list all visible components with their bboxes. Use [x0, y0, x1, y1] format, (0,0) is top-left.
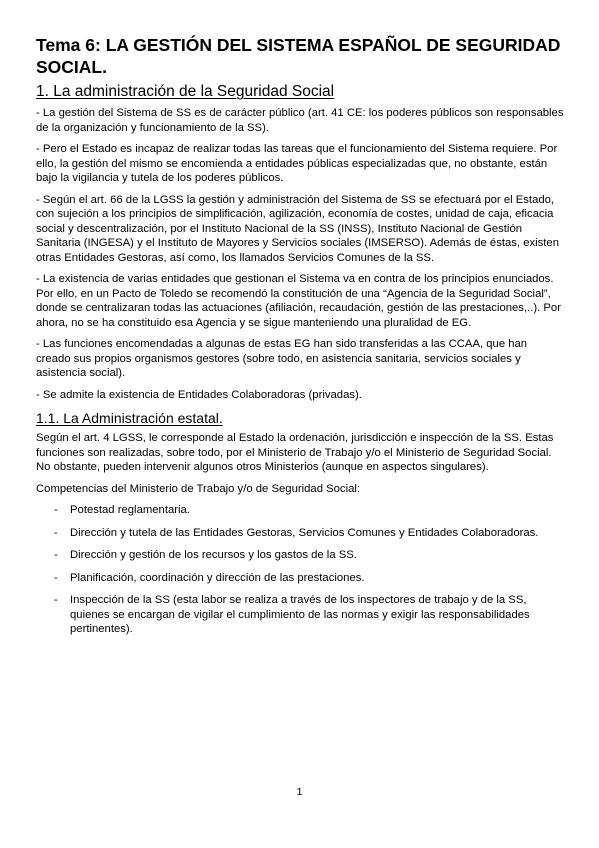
list-item-text: Dirección y tutela de las Entidades Gestoras, Servicios Comunes y Entidades Colaboradoras. [70, 526, 539, 539]
list-item [36, 503, 564, 518]
section-1-1-heading [36, 409, 564, 427]
section-1-heading-text: 1. La administración de la Seguridad Social [36, 83, 335, 100]
page-number: 1 [296, 786, 303, 798]
document-content [36, 34, 564, 645]
list-dash: - [54, 526, 58, 539]
list-item-text: Inspección de la SS (esta labor se realiza a través de los inspectores de trabajo y de la SS, quienes se encargan de vigilar el cumplimiento de las normas y exigir las responsabilidades pertinentes). [70, 594, 530, 635]
list-dash: - [54, 594, 58, 606]
section-1-1-heading-text: 1.1. La Administración estatal. [36, 410, 223, 426]
list-item [36, 571, 564, 586]
list-item-text: Planificación, coordinación y dirección de las prestaciones. [70, 571, 365, 584]
section-1-paragraph-6: - Se admite la existencia de Entidades Colaboradoras (privadas). [36, 388, 362, 401]
document-title: Tema 6: LA GESTIÓN DEL SISTEMA ESPAÑOL DE SEGURIDAD SOCIAL. [36, 35, 561, 77]
list-item [36, 548, 564, 563]
list-item-text: Potestad reglamentaria. [70, 504, 190, 516]
section-1-paragraph-5: - Las funciones encomendadas a algunas de estas EG han sido transferidas a las CCAA, que han creado sus propios organismos gestores (sobre todo, en asistencia sanitaria, servicios sociales y asistencia social). [36, 338, 528, 379]
section-1-1-intro: Según el art. 4 LGSS, le corresponde al Estado la ordenación, jurisdicción e inspección de la SS. Estas funciones son realizadas, sobre todo, por el Ministerio de Trabajo y/o el Ministerio de Seguridad Social. No obstante, pueden intervenir algunos otros Ministerios (aunque en aspectos singulares). [36, 432, 554, 473]
list-item [36, 526, 564, 541]
section-1-paragraph-1: - La gestión del Sistema de SS es de carácter público (art. 41 CE: los poderes públicos son responsables de la organización y funcionamiento de la SS). [36, 107, 564, 134]
section-1-heading [36, 82, 564, 102]
list-dash: - [54, 504, 58, 516]
list-item-text: Dirección y gestión de los recursos y los gastos de la SS. [70, 549, 357, 561]
competencias-list-intro: Competencias del Ministerio de Trabajo y/o de Seguridad Social: [36, 482, 361, 495]
section-1-paragraph-4: - La existencia de varias entidades que gestionan el Sistema va en contra de los principios enunciados. Por ello, en un Pacto de Toledo se recomendó la constitución de una “Agencia de la Seguridad Social”, donde se centralizaran todas las actuaciones (afiliación, recaudación, gestión de las prestaciones,..). Por ahora, no se ha constituido esa Agencia y se sigue manteniendo una pluralidad de EG. [36, 273, 561, 329]
list-dash: - [54, 549, 58, 561]
list-item [36, 593, 564, 637]
list-dash: - [54, 571, 58, 584]
competencias-list [36, 503, 564, 637]
section-1-paragraph-2: - Pero el Estado es incapaz de realizar todas las tareas que el funcionamiento del Sistema requiere. Por ello, la gestión del mismo se encomienda a entidades públicas especializadas que, no obstante, están bajo la vigilancia y tutela de los poderes públicos. [36, 143, 558, 184]
section-1-paragraph-3: - Según el art. 66 de la LGSS la gestión y administración del Sistema de SS se efectuará por el Estado, con sujeción a los principios de simplificación, agilización, economía de costes, unidad de caja, eficacia social y descentralización, por el Instituto Nacional de la SS (INSS), Instituto Nacional de Gestión Sanitaria (INGESA) y el Instituto de Mayores y Servicios sociales (IMSERSO). Además de éstas, existen otras Entidades Gestoras, así como, los llamados Servicios Comunes de la SS. [36, 193, 559, 264]
